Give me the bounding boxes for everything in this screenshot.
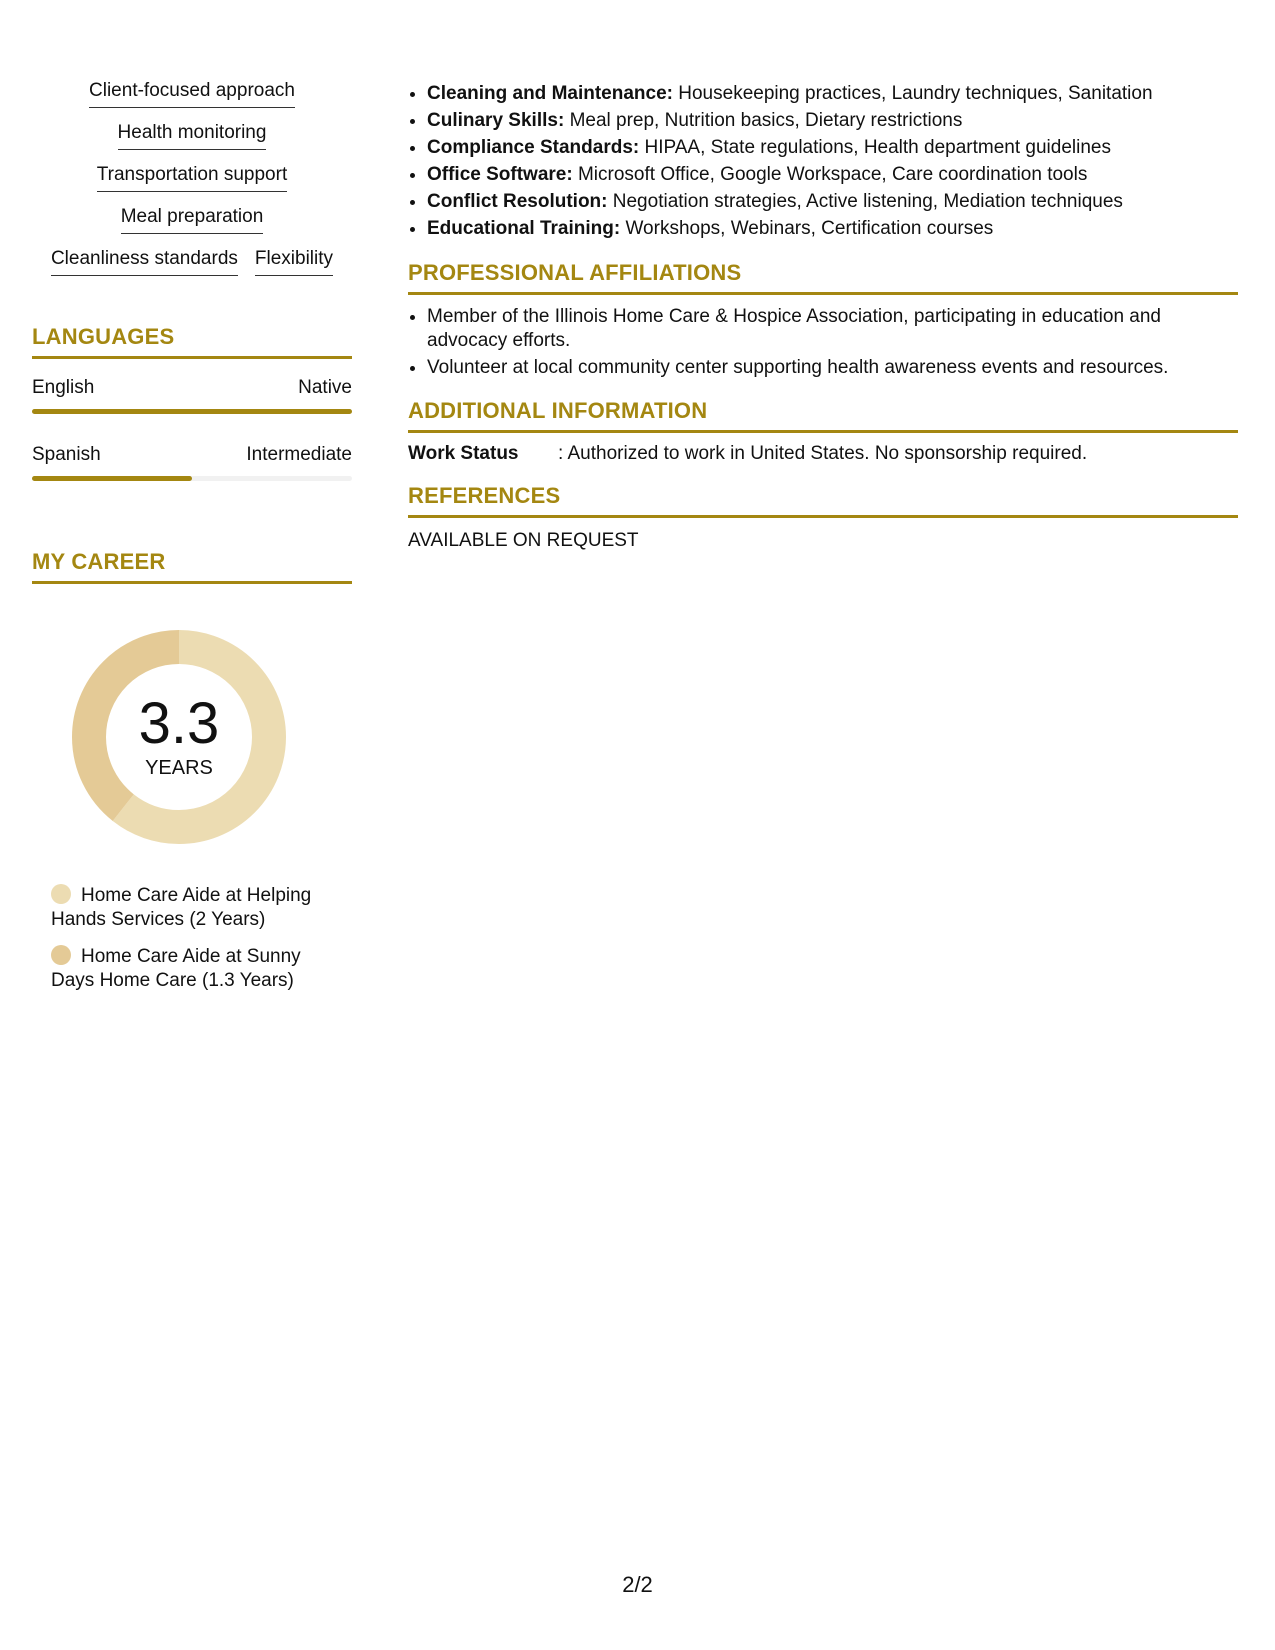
legend-dot — [51, 945, 71, 965]
skill-tag: Transportation support — [36, 164, 348, 192]
skill-tag: Health monitoring — [36, 122, 348, 150]
additional-info-heading: ADDITIONAL INFORMATION — [408, 398, 1238, 433]
language-bar — [32, 476, 352, 481]
language-level: Native — [298, 377, 352, 398]
references-heading: REFERENCES — [408, 483, 1238, 518]
language-level: Intermediate — [246, 444, 352, 465]
right-column — [408, 80, 1238, 552]
languages-section — [32, 324, 352, 481]
skill-category-item: • Compliance Standards: HIPAA, State regulations, Health department guidelines — [427, 134, 1238, 161]
career-legend-item: Home Care Aide at Helping Hands Services (2 Years) — [51, 885, 312, 930]
career-legend-item: Home Care Aide at Sunny Days Home Care (1.3 Years) — [51, 946, 301, 991]
language-row — [32, 377, 352, 399]
page-number: 2/2 — [622, 1572, 653, 1597]
career-donut-chart — [64, 622, 294, 852]
language-name: Spanish — [32, 444, 101, 465]
left-column — [32, 80, 352, 1006]
skills-list — [32, 80, 352, 276]
language-name: English — [32, 377, 95, 398]
references-text: AVAILABLE ON REQUEST — [408, 530, 639, 551]
skill-tag: Client-focused approach — [36, 80, 348, 108]
skill-tag: Meal preparation — [36, 206, 348, 234]
career-years-unit: YEARS — [145, 757, 213, 779]
work-status-row — [408, 443, 1238, 465]
language-bar-fill — [32, 476, 192, 481]
language-row — [32, 444, 352, 466]
work-status-label: Work Status — [408, 443, 519, 464]
affiliations-heading: PROFESSIONAL AFFILIATIONS — [408, 260, 1238, 295]
skill-category-item: • Culinary Skills: Meal prep, Nutrition basics, Dietary restrictions — [427, 107, 1238, 134]
language-bar — [32, 409, 352, 414]
skill-category-item: • Conflict Resolution: Negotiation strategies, Active listening, Mediation techniques — [427, 188, 1238, 215]
skill-category-item: • Cleaning and Maintenance: Housekeeping practices, Laundry techniques, Sanitation — [427, 80, 1238, 107]
skill-tag: Flexibility — [255, 248, 333, 276]
languages-heading: LANGUAGES — [32, 324, 352, 359]
legend-dot — [51, 884, 71, 904]
skill-category-item: • Office Software: Microsoft Office, Google Workspace, Care coordination tools — [427, 161, 1238, 188]
career-total-years: 3.3 — [138, 691, 220, 756]
career-legend — [32, 884, 331, 993]
career-heading: MY CAREER — [32, 549, 352, 584]
career-section — [32, 549, 352, 993]
skill-category-list — [408, 80, 1238, 242]
affiliation-item: • Volunteer at local community center supporting health awareness events and resources. — [427, 356, 1238, 380]
skill-category-item: • Educational Training: Workshops, Webinars, Certification courses — [427, 215, 1238, 242]
affiliation-item: • Member of the Illinois Home Care & Hospice Association, participating in education and advocacy efforts. — [427, 305, 1238, 353]
donut-center — [64, 691, 294, 780]
work-status-value: : Authorized to work in United States. No sponsorship required. — [558, 443, 1088, 464]
skill-tag: Cleanliness standards — [51, 248, 238, 276]
affiliations-list — [408, 305, 1238, 380]
language-bar-fill — [32, 409, 352, 414]
